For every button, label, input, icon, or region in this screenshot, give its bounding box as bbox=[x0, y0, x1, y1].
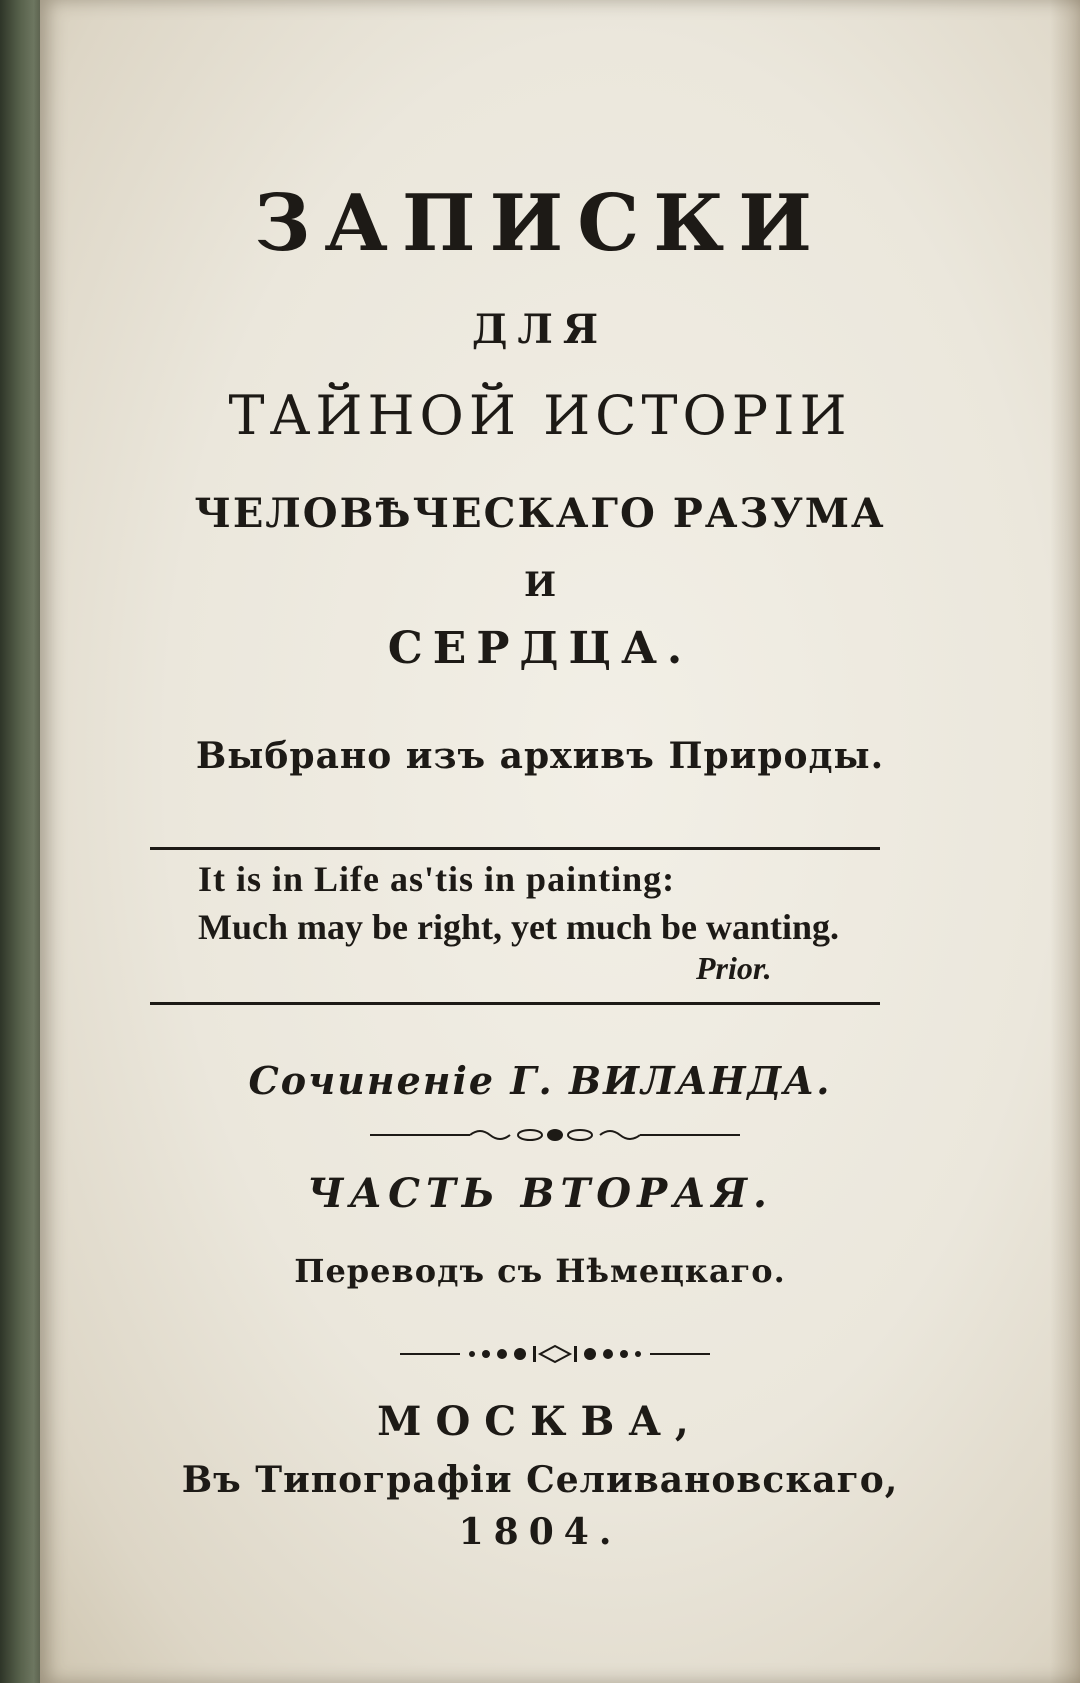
epigraph-top-rule bbox=[150, 847, 880, 850]
epigraph-line-1: It is in Life as'tis in painting: bbox=[198, 859, 676, 899]
ornament-divider-2 bbox=[400, 1342, 710, 1366]
book-title: ЗАПИСКИ bbox=[254, 178, 826, 269]
imprint-year: 1804. bbox=[458, 1511, 622, 1553]
part-heading: ЧАСТЬ ВТОРАЯ. bbox=[307, 1170, 773, 1217]
translation-note: Переводъ съ Нѣмецкаго. bbox=[294, 1252, 786, 1290]
title-line-chelov: ЧЕЛОВѢЧЕСКАГО РАЗУМА bbox=[194, 490, 886, 537]
subtitle: Выбрано изъ архивъ Природы. bbox=[195, 735, 885, 777]
imprint-printer: Въ Типографіи Селивановскаго, bbox=[181, 1459, 899, 1501]
title-line-serdtsa: СЕРДЦА. bbox=[387, 623, 693, 674]
epigraph-attribution: Prior. bbox=[696, 950, 772, 986]
imprint-city: МОСКВА, bbox=[377, 1398, 703, 1445]
ornament-divider-1 bbox=[370, 1123, 740, 1147]
epigraph-bottom-rule bbox=[150, 1002, 880, 1005]
title-line-i: И bbox=[523, 565, 557, 605]
epigraph-line-2: Much may be right, yet much be wanting. bbox=[198, 907, 839, 947]
title-line-tainoy: ТАЙНОЙ ИСТОРІИ bbox=[228, 384, 852, 447]
title-line-dlya: ДЛЯ bbox=[471, 306, 609, 353]
author-line: Сочиненіе Г. ВИЛАНДА. bbox=[248, 1058, 832, 1103]
